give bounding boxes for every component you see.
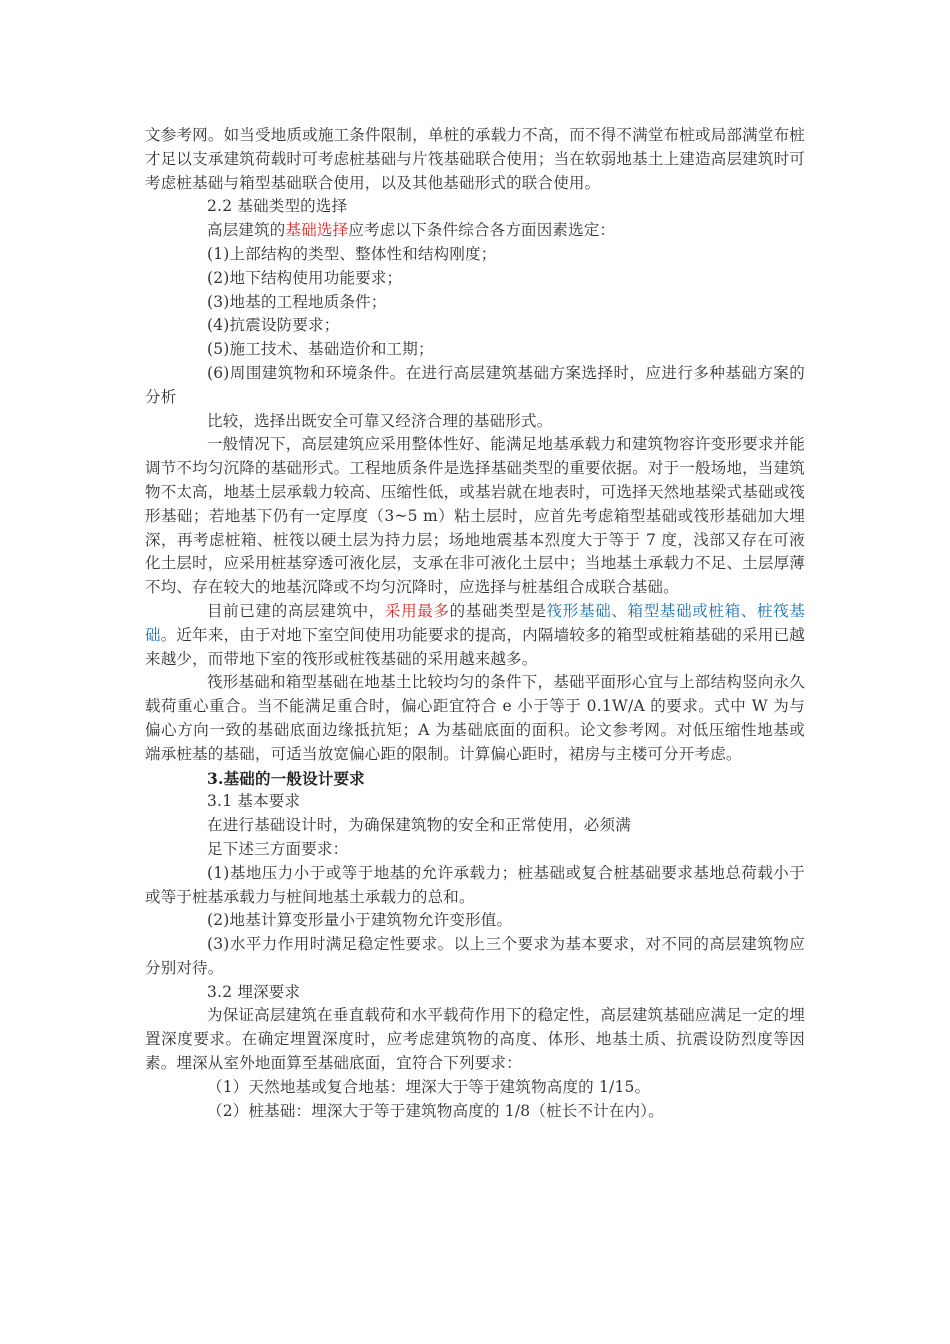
paragraph-text: 。近年来，由于对地下室空间使用功能要求的提高，内隔墙较多的箱型或桩箱基础的采用已越来越少，而带地下室的筏形或桩筏基础的采用越来越多。	[145, 625, 806, 668]
paragraph-text: 3.基础的一般设计要求	[207, 768, 365, 788]
paragraph	[145, 362, 805, 410]
paragraph-text: 高层建筑的	[207, 221, 286, 240]
paragraph-text: 应考虑以下条件综合各方面因素选定：	[348, 221, 616, 240]
section-heading	[145, 767, 805, 791]
paragraph	[145, 909, 805, 933]
paragraph-text: (5)施工技术、基础造价和工期；	[207, 340, 434, 359]
paragraph	[145, 862, 805, 910]
paragraph	[145, 671, 805, 766]
paragraph	[145, 814, 805, 838]
document-body	[145, 124, 805, 1123]
paragraph	[145, 410, 805, 434]
paragraph-text: 目前已建的高层建筑中，	[207, 601, 385, 620]
paragraph-text: (1)上部结构的类型、整体性和结构刚度；	[207, 244, 497, 263]
paragraph	[145, 267, 805, 291]
paragraph-text: 在进行基础设计时，为确保建筑物的安全和正常使用，必须满	[207, 816, 631, 835]
paragraph-text: 的基础类型是	[449, 601, 547, 620]
paragraph-text: 足下述三方面要求：	[207, 839, 349, 858]
paragraph-text: 为保证高层建筑在垂直载荷和水平载荷作用下的稳定性，高层建筑基础应满足一定的埋置深度要求。在确定埋置深度时，应考虑建筑物的高度、体形、地基土质、抗震设防烈度等因素。埋深从室外地面算至基础底面，宜符合下列要求：	[145, 1006, 805, 1073]
paragraph-text: (1)基地压力小于或等于地基的允许承载力；桩基础或复合桩基础要求基地总荷载小于或等于桩基承载力与桩间地基土承载力的总和。	[145, 863, 805, 906]
paragraph-text: (2)地基计算变形量小于建筑物允许变形值。	[207, 911, 513, 930]
paragraph	[145, 933, 805, 981]
paragraph-text: (3)地基的工程地质条件；	[207, 292, 387, 311]
paragraph	[145, 195, 805, 219]
paragraph-text: 一般情况下，高层建筑应采用整体性好、能满足地基承载力和建筑物容许变形要求并能调节不均匀沉降的基础形式。工程地质条件是选择基础类型的重要依据。对于一般场地，当建筑物不太高，地基土层承载力较高、压缩性低，或基岩就在地表时，可选择天然地基梁式基础或筏形基础；若地基下仍有一定厚度（3~5 m）粘土层时，应首先考虑箱型基础或筏形基础加大埋深，再考虑桩箱、桩筏以硬土层为持力层；场地地震基本烈度大于等于 7 度，浅部又存在可液化土层时，应采用桩基穿透可液化层，支承在非可液化土层中；当地基土承载力不足、土层厚薄不均、存在较大的地基沉降或不均匀沉降时，应选择与桩基组合成联合基础。	[145, 435, 805, 597]
paragraph	[145, 1100, 805, 1124]
paragraph-text: (4)抗震设防要求；	[207, 316, 340, 335]
paragraph	[145, 124, 805, 195]
paragraph-text: (2)地下结构使用功能要求；	[207, 268, 403, 287]
paragraph-text: （1）天然地基或复合地基：埋深大于等于建筑物高度的 1/15。	[207, 1077, 651, 1096]
paragraph-text: (3)水平力作用时满足稳定性要求。以上三个要求为基本要求，对不同的高层建筑物应分别对待。	[145, 935, 805, 977]
paragraph-text: 比较，选择出既安全可靠又经济合理的基础形式。	[207, 411, 553, 430]
paragraph	[145, 1004, 805, 1075]
paragraph	[145, 291, 805, 315]
paragraph-text: 2.2 基础类型的选择	[207, 197, 348, 216]
paragraph	[145, 219, 805, 243]
paragraph-text: (6)周围建筑物和环境条件。在进行高层建筑基础方案选择时，应进行多种基础方案的分析	[145, 363, 805, 406]
highlighted-text: 基础选择	[285, 221, 349, 240]
paragraph-text: 3.2 埋深要求	[207, 982, 301, 1001]
paragraph-text: 3.1 基本要求	[207, 792, 301, 811]
paragraph	[145, 338, 805, 362]
paragraph-text: （2）桩基础：埋深大于等于建筑物高度的 1/8（桩长不计在内）。	[207, 1101, 664, 1120]
paragraph	[145, 433, 805, 600]
paragraph-text: 文参考网。如当受地质或施工条件限制，单桩的承载力不高，而不得不满堂布桩或局部满堂布桩才足以支承建筑荷载时可考虑桩基础与片筏基础联合使用；当在软弱地基土上建造高层建筑时可考虑桩基础与箱型基础联合使用，以及其他基础形式的联合使用。	[145, 126, 805, 192]
paragraph	[145, 838, 805, 862]
paragraph-text: 筏形基础和箱型基础在地基土比较均匀的条件下，基础平面形心宜与上部结构竖向永久载荷重心重合。当不能满足重合时，偏心距宜符合 e 小于等于 0.1W/A 的要求。式中 W 为与偏心方向一致的基础底面边缘抵抗矩；A 为基础底面的面积。论文参考网。对低压缩性地基或端承桩基的基础，可适当放宽偏心距的限制。计算偏心距时，裙房与主楼可分开考虑。	[145, 673, 805, 763]
highlighted-text: 采用最多	[384, 601, 450, 620]
paragraph	[145, 1076, 805, 1100]
paragraph	[145, 790, 805, 814]
paragraph	[145, 243, 805, 267]
paragraph	[145, 600, 805, 671]
highlighted-text: 筏形基础、箱型基础或桩箱、桩筏基础	[145, 601, 805, 644]
paragraph	[145, 981, 805, 1005]
paragraph	[145, 314, 805, 338]
